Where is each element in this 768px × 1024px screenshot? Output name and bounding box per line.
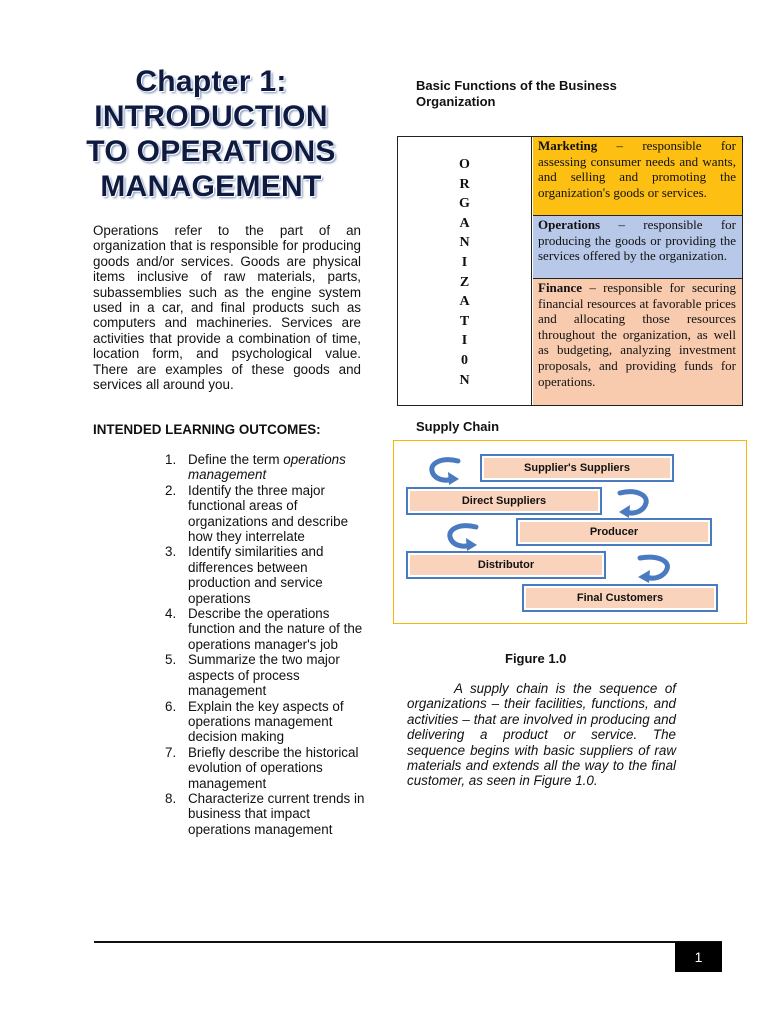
learning-outcomes-heading: INTENDED LEARNING OUTCOMES: (93, 422, 321, 437)
figure-caption: Figure 1.0 (505, 651, 567, 666)
chapter-title-line-1: Chapter 1: (135, 65, 287, 98)
list-item (160, 544, 370, 606)
org-letter: I (461, 254, 468, 270)
footer-divider (94, 941, 722, 943)
organization-vertical-label (398, 137, 532, 405)
list-item-number: 6. (165, 698, 177, 714)
org-letter: O (459, 157, 470, 172)
curved-arrow-icon (634, 553, 672, 583)
producer-box (516, 518, 712, 546)
org-letter: 0 (461, 352, 468, 368)
list-item-number: 4. (165, 606, 177, 622)
list-item-text: Identify similarities and differences between production and service operations (188, 544, 324, 606)
list-item-text: Briefly describe the historical evolution of operations management (188, 744, 359, 791)
list-item (160, 699, 370, 745)
marketing-term: Marketing (538, 138, 598, 153)
suppliers-suppliers-label: Supplier's Suppliers (484, 458, 670, 478)
curved-arrow-icon (428, 455, 462, 485)
final-customers-label: Final Customers (526, 588, 714, 608)
marketing-cell (533, 137, 742, 216)
marketing-description: – responsible for assessing consumer needs and wants, and selling and promoting the organization's goods or services. (538, 138, 736, 200)
list-item-number: 1. (165, 452, 177, 467)
list-item (160, 483, 370, 545)
finance-term: Finance (538, 280, 583, 295)
organization-functions-table (397, 136, 743, 406)
finance-description: – responsible for securing financial resources at favorable prices and allocating those resources throughout the organization, as well as budgeting, analyzing investment proposals, and providing funds for operations. (538, 280, 736, 389)
suppliers-suppliers-box (480, 454, 674, 482)
list-item-text: Define the term (188, 452, 284, 467)
list-item (160, 652, 370, 698)
operations-cell (533, 216, 742, 279)
operations-term: Operations (538, 217, 601, 232)
org-letter: N (459, 235, 470, 251)
supply-chain-diagram (393, 440, 747, 624)
page-number: 1 (675, 942, 722, 972)
list-item-text: Summarize the two major aspects of process management (188, 652, 340, 699)
list-item-emphasis: operations management (188, 452, 346, 483)
producer-label: Producer (520, 522, 708, 542)
direct-suppliers-label: Direct Suppliers (410, 491, 598, 511)
list-item-number: 8. (165, 790, 177, 806)
org-letter: Z (459, 274, 470, 290)
list-item (160, 745, 370, 791)
direct-suppliers-box (406, 487, 602, 515)
list-item-number: 2. (165, 482, 177, 498)
list-item (160, 452, 370, 483)
list-item-text: Explain the key aspects of operations management decision making (188, 698, 344, 745)
chapter-title (80, 64, 342, 204)
list-item (160, 791, 370, 837)
distributor-label: Distributor (410, 555, 602, 575)
org-letter: A (459, 215, 470, 231)
list-item-text: Describe the operations function and the nature of the operations manager's job (188, 606, 363, 652)
chapter-title-line-4: MANAGEMENT (100, 170, 322, 203)
list-item-text: Characterize current trends in business that impact operations management (188, 790, 365, 837)
learning-outcomes-list (160, 452, 370, 837)
org-letter: R (459, 176, 470, 192)
list-item-number: 7. (165, 744, 177, 760)
final-customers-box (522, 584, 718, 612)
supply-chain-heading: Supply Chain (416, 419, 500, 434)
org-letter: T (459, 313, 470, 329)
org-letter: A (459, 294, 470, 310)
curved-arrow-icon (446, 521, 480, 551)
org-letter: I (461, 333, 468, 349)
supply-chain-description: A supply chain is the sequence of organizations – their facilities, functions, and activities – that are involved in producing and delivering a product or service. The sequence begins with basic suppliers of raw materials and extends all the way to the final customer, as seen in Figure 1.0. (407, 681, 676, 789)
operations-description: – responsible for producing the goods or providing the services offered by the organization. (538, 217, 736, 264)
basic-functions-heading: Basic Functions of the Business Organization (416, 78, 617, 109)
list-item-number: 3. (165, 544, 177, 560)
finance-cell (533, 279, 742, 405)
org-letter: G (459, 196, 470, 212)
chapter-title-line-2: INTRODUCTION (94, 100, 328, 133)
org-letter: N (459, 372, 470, 388)
intro-paragraph: Operations refer to the part of an organization that is responsible for producing goods and/or services. Goods are physical items inclusive of raw materials, parts, subassemblies such as the engine system used in a car, and final products such as computers and machineries. Services are activities that provide a combination of time, location form, and psychological value. There are examples of these goods and services all around you. (93, 223, 361, 393)
curved-arrow-icon (616, 487, 650, 519)
list-item (160, 606, 370, 652)
list-item-text: Identify the three major functional areas of organizations and describe how they interrelate (188, 482, 349, 545)
distributor-box (406, 551, 606, 579)
list-item-number: 5. (165, 652, 177, 668)
chapter-title-line-3: TO OPERATIONS (86, 135, 336, 168)
